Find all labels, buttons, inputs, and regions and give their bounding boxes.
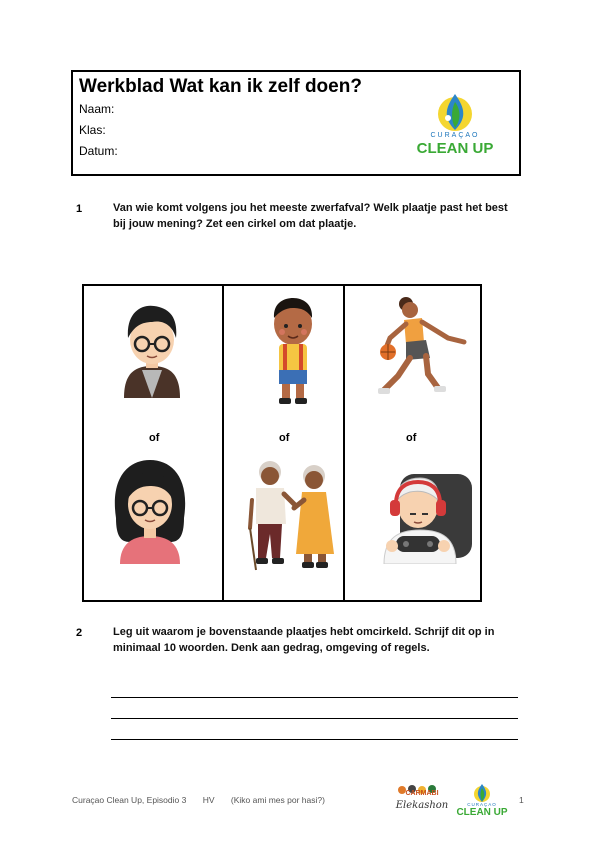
basketball-player-icon[interactable] xyxy=(376,292,470,402)
curacao-clean-up-logo xyxy=(409,90,501,160)
footer-source: Curaçao Clean Up, Episodio 3 xyxy=(72,795,187,805)
grid-divider xyxy=(222,286,224,600)
curacao-clean-up-logo-small xyxy=(456,783,508,823)
logo-small-subtitle: CURAÇAO xyxy=(467,802,497,807)
young-boy-icon[interactable] xyxy=(265,296,321,408)
question-1-number: 1 xyxy=(76,203,83,215)
logo-subtitle: CURAÇAO xyxy=(430,132,480,139)
answer-line[interactable] xyxy=(111,697,518,698)
answer-line[interactable] xyxy=(111,739,518,740)
leaf-drop-icon xyxy=(456,783,508,803)
logo-small-main: CLEAN UP xyxy=(456,807,508,818)
name-field-label: Naam: xyxy=(79,102,115,116)
class-field-label: Klas: xyxy=(79,123,106,137)
or-label: of xyxy=(406,432,417,444)
footer-level: HV xyxy=(202,795,215,805)
footer-subtitle: (Kiko ami mes por hasi?) xyxy=(230,795,325,805)
or-label: of xyxy=(279,432,290,444)
header-box xyxy=(71,70,521,176)
picture-grid xyxy=(82,284,482,602)
girl-with-glasses-icon[interactable] xyxy=(108,458,192,564)
carmabi-logo xyxy=(392,782,452,820)
logo-main-text: CLEAN UP xyxy=(416,140,494,157)
worksheet-title: Werkblad Wat kan ik zelf doen? xyxy=(79,76,362,97)
gamer-with-headset-icon[interactable] xyxy=(370,468,474,564)
carmabi-signature: Elekashon xyxy=(395,800,449,811)
question-2-text: Leg uit waarom je bovenstaande plaatjes hebt omcirkeld. Schrijf dit op in minimaal 10 woorden. Denk aan gedrag, omgeving of regels. xyxy=(113,626,495,654)
or-label: of xyxy=(149,432,160,444)
elderly-couple-icon[interactable] xyxy=(242,458,338,574)
grid-divider xyxy=(343,286,345,600)
carmabi-text: CARMABI xyxy=(405,790,439,797)
boy-with-glasses-icon[interactable] xyxy=(112,300,192,398)
leaf-drop-icon xyxy=(409,90,501,134)
date-field-label: Datum: xyxy=(79,144,118,158)
page-number: 1 xyxy=(519,795,524,805)
answer-line[interactable] xyxy=(111,718,518,719)
question-2-number: 2 xyxy=(76,627,83,639)
question-1-text: Van wie komt volgens jou het meeste zwerfafval? Welk plaatje past het best bij jouw mening? Zet een cirkel om dat plaatje. xyxy=(113,202,508,230)
footer xyxy=(72,795,339,805)
